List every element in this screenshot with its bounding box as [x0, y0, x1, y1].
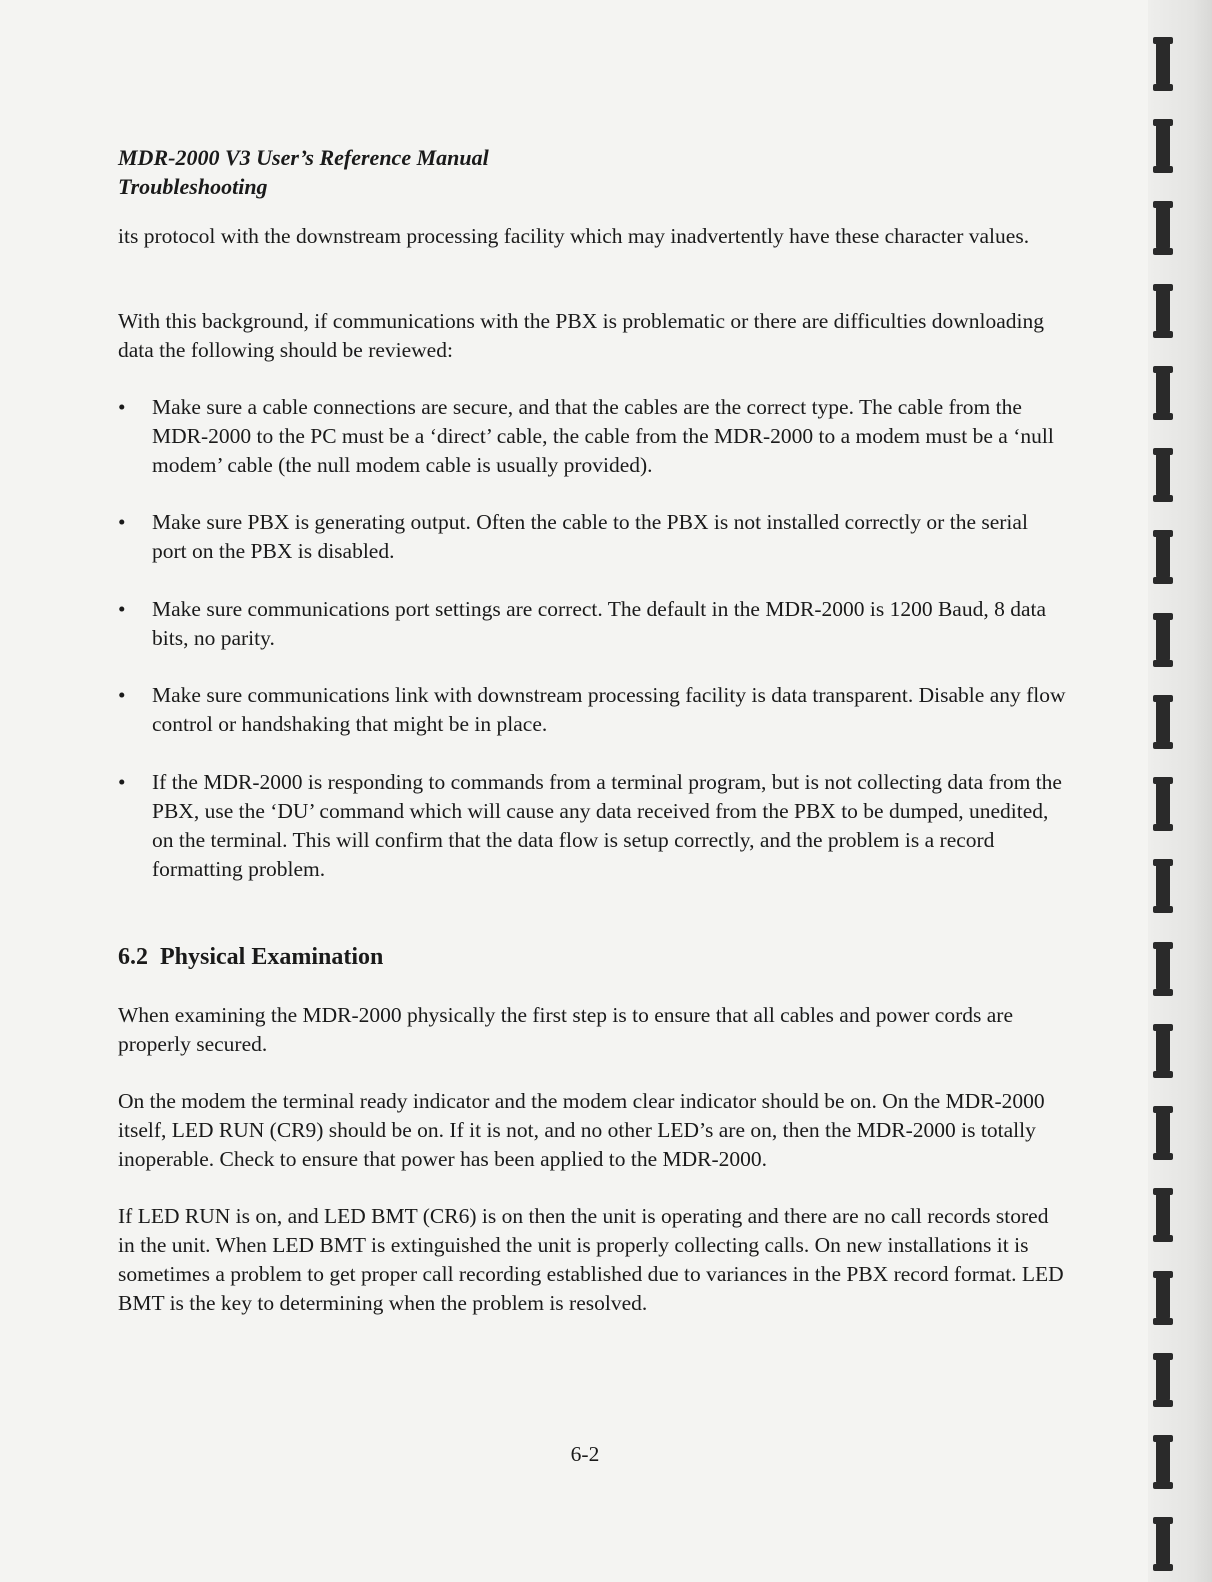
binder-hole-icon	[1156, 204, 1170, 252]
binder-hole-icon	[1156, 780, 1170, 828]
section-heading	[118, 942, 383, 972]
section-paragraph-2: On the modem the terminal ready indicator and the modem clear indicator should be on. On the MDR-2000 itself, LED RUN (CR9) should be on. If it is not, and no other LED’s are on, then the MDR-2000 is totally inoperable. Check to ensure that power has been applied to the MDR-2000.	[118, 1089, 1045, 1171]
binder-hole-icon	[1156, 1027, 1170, 1075]
binder-hole-icon	[1156, 1191, 1170, 1239]
binder-hole-icon	[1156, 533, 1170, 581]
section-paragraph-1: When examining the MDR-2000 physically the first step is to ensure that all cables and power cords are properly secured.	[118, 1003, 1013, 1056]
section-paragraph-3: If LED RUN is on, and LED BMT (CR6) is on then the unit is operating and there are no call records stored in the unit. When LED BMT is extinguished the unit is properly collecting calls. On new installations it is sometimes a problem to get proper call recording established due to variances in the PBX record format. LED BMT is the key to determining when the problem is resolved.	[118, 1204, 1064, 1315]
binder-hole-icon	[1156, 1274, 1170, 1322]
list-item-text: Make sure communications port settings are correct. The default in the MDR-2000 is 1200 Baud, 8 data bits, no parity.	[152, 597, 1047, 650]
binder-hole-icon	[1156, 698, 1170, 746]
bullet-icon: •	[118, 395, 126, 419]
binder-hole-icon	[1156, 1109, 1170, 1157]
binder-hole-icon	[1156, 862, 1170, 910]
chapter-title: Troubleshooting	[118, 174, 268, 199]
binder-hole-icon	[1156, 1438, 1170, 1486]
binder-hole-icon	[1156, 451, 1170, 499]
list-item-text: Make sure communications link with downstream processing facility is data transparent. Disable any flow control or handshaking that might be in place.	[152, 683, 1066, 736]
running-header	[118, 143, 489, 201]
section-number: 6.2	[118, 944, 148, 970]
list-item-text: If the MDR-2000 is responding to commands from a terminal program, but is not collecting data from the PBX, use the ‘DU’ command which will cause any data received from the PBX to be dumped, unedited, on the terminal. This will confirm that the data flow is setup correctly, and the problem is a record formatting problem.	[152, 770, 1062, 881]
binder-hole-icon	[1156, 945, 1170, 993]
binder-hole-icon	[1156, 122, 1170, 170]
binder-hole-icon	[1156, 1356, 1170, 1404]
list-item-text: Make sure PBX is generating output. Often the cable to the PBX is not installed correctly or the serial port on the PBX is disabled.	[152, 510, 1028, 563]
binder-hole-icon	[1156, 1520, 1170, 1568]
manual-title: MDR-2000 V3 User’s Reference Manual	[118, 145, 489, 170]
page-number: 6-2	[570, 1442, 600, 1466]
binder-hole-icon	[1156, 287, 1170, 335]
list-item-text: Make sure a cable connections are secure, and that the cables are the correct type. The cable from the MDR-2000 to the PC must be a ‘direct’ cable, the cable from the MDR-2000 to a modem must be a ‘null modem’ cable (the null modem cable is usually provided).	[152, 395, 1054, 477]
binder-hole-icon	[1156, 616, 1170, 664]
intro-paragraph-1: its protocol with the downstream processing facility which may inadvertently have these character values.	[118, 224, 1030, 248]
binder-hole-icon	[1156, 369, 1170, 417]
bullet-icon: •	[118, 683, 126, 707]
bullet-icon: •	[118, 597, 126, 621]
bullet-icon: •	[118, 510, 126, 534]
bullet-icon: •	[118, 770, 126, 794]
intro-paragraph-2: With this background, if communications with the PBX is problematic or there are difficulties downloading data the following should be reviewed:	[118, 309, 1045, 362]
section-title: Physical Examination	[160, 944, 384, 970]
binder-hole-icon	[1156, 40, 1170, 88]
